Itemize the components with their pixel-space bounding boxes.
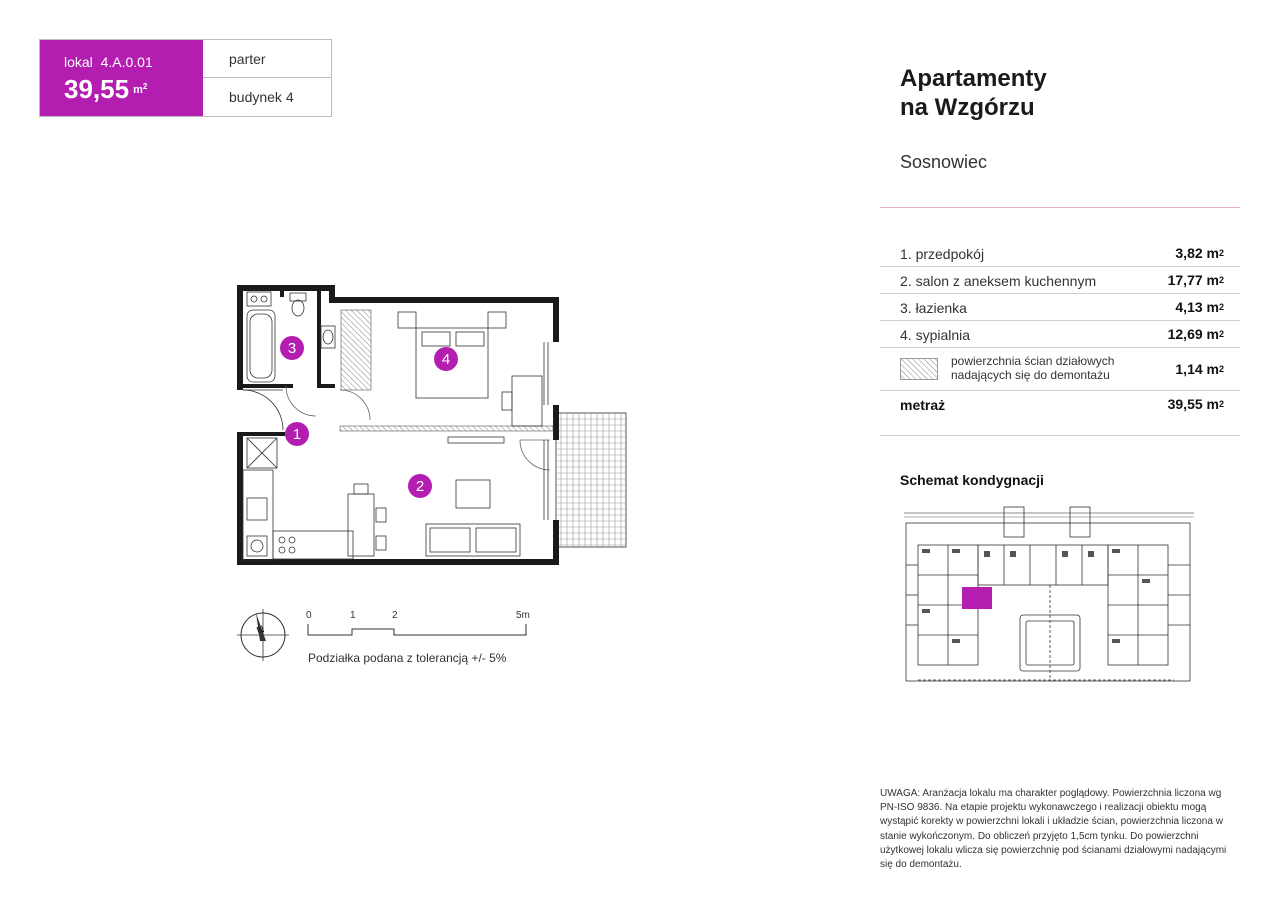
room-row-3: 3. łazienka 4,13 m2 bbox=[880, 294, 1240, 321]
walls-label-1: powierzchnia ścian działowych bbox=[951, 354, 1115, 368]
room-number-4: 4 bbox=[441, 351, 451, 368]
floor-label: parter bbox=[203, 40, 331, 78]
room-row-1: 1. przedpokój 3,82 m2 bbox=[880, 240, 1240, 267]
room-number-1: 1 bbox=[292, 426, 302, 443]
highlighted-unit bbox=[962, 587, 992, 609]
hatch-swatch bbox=[900, 358, 938, 380]
total-row: metraż 39,55 m2 bbox=[880, 391, 1240, 436]
walls-label-2: nadających się do demontażu bbox=[951, 368, 1110, 382]
brand-title: Apartamenty na Wzgórzu bbox=[900, 65, 1047, 121]
scale-bar bbox=[306, 622, 536, 638]
divider bbox=[880, 207, 1240, 208]
room-row-4: 4. sypialnia 12,69 m2 bbox=[880, 321, 1240, 348]
schemat-title: Schemat kondygnacji bbox=[900, 472, 1044, 488]
walls-row: powierzchnia ścian działowych nadających się do demontażu 1,14 m2 bbox=[880, 348, 1240, 391]
unit-id-panel bbox=[40, 40, 203, 116]
scale-caption: Podziałka podana z tolerancją +/- 5% bbox=[308, 651, 507, 665]
balcony bbox=[556, 413, 626, 547]
unit-area: 39,55 $^{m^2}$ bbox=[64, 74, 148, 104]
room-number-3: 3 bbox=[287, 340, 297, 357]
wardrobe bbox=[341, 310, 371, 390]
disclaimer-note: UWAGA: Aranżacja lokalu ma charakter poglądowy. Powierzchnia liczona wg PN-ISO 9836. Na etapie projektu wykonawczego i realizacji obiektu mogą wystąpić korekty w powierzchni lokali i układzie ścian, powierzchnia liczona w stanie wykończonym. Do obliczeń przyjęto 1,5cm tynku. Do powierzchni użytkowej lokalu wlicza się powierzchnię pod ścianami działowymi nadającymi się do demontażu. bbox=[880, 788, 1227, 871]
building-label: budynek 4 bbox=[229, 89, 294, 105]
scale-tick-0: 0 bbox=[306, 610, 312, 621]
room-row-2: 2. salon z aneksem kuchennym 17,77 m2 bbox=[880, 267, 1240, 294]
unit-header bbox=[39, 39, 332, 117]
city-label: Sosnowiec bbox=[900, 152, 988, 172]
scale-tick-2: 2 bbox=[392, 610, 398, 621]
unit-id: lokal 4.A.0.01 bbox=[64, 54, 153, 70]
room-number-2: 2 bbox=[415, 478, 425, 495]
compass-north: N bbox=[255, 624, 266, 637]
scale-tick-5m: 5m bbox=[516, 610, 530, 621]
partition-wall bbox=[340, 426, 553, 431]
scale-tick-1: 1 bbox=[350, 610, 356, 621]
floor-schematic bbox=[904, 505, 1194, 685]
